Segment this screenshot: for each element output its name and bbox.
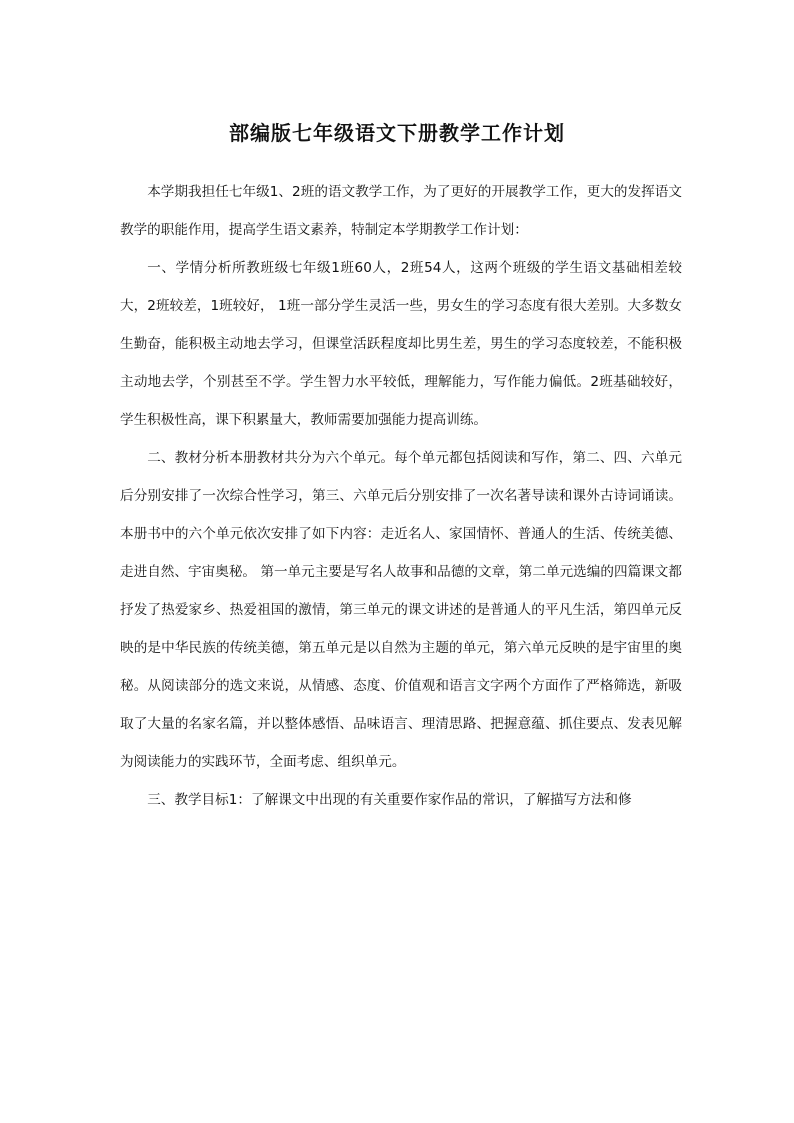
paragraph-textbook-analysis: 二、教材分析本册教材共分为六个单元。每个单元都包括阅读和写作，第二、四、六单元后分别安排了一次综合性学习，第三、六单元后分别安排了一次名著导读和课外古诗词诵读。本册书中的六个单元依次安排了如下内容：走近名人、家国情怀、普通人的生活、传统美德、走进自然、宇宙奥秘。 第一单元主要是写名人故事和品德的文章，第二单元选编的四篇课文都抒发了热爱家乡、热爱祖国的激情，第三单元的课文讲述的是普通人的平凡生活，第四单元反映的是中华民族的传统美德，第五单元是以自然为主题的单元，第六单元反映的是宇宙里的奥秘。从阅读部分的选文来说，从情感、态度、价值观和语言文字两个方面作了严格筛选，新吸取了大量的名家名篇，并以整体感悟、品味语言、理清思路、把握意蕴、抓住要点、发表见解为阅读能力的实践环节，全面考虑、组织单元。 bbox=[120, 450, 682, 770]
document-title: 部编版七年级语文下册教学工作计划 bbox=[229, 121, 565, 145]
document-body bbox=[120, 173, 682, 819]
paragraph-teaching-goals: 三、教学目标1：了解课文中出现的有关重要作家作品的常识，了解描写方法和修 bbox=[147, 792, 632, 808]
paragraph-student-analysis: 一、学情分析所教班级七年级1班60人，2班54人，这两个班级的学生语文基础相差较大，2班较差，1班较好， 1班一部分学生灵活一些，男女生的学习态度有很大差别。大多数女生勤奋，能积极主动地去学习，但课堂活跃程度却比男生差，男生的学习态度较差，不能积极主动地去学，个别甚至不学。学生智力水平较低，理解能力，写作能力偏低。2班基础较好，学生积极性高，课下积累量大，教师需要加强能力提高训练。 bbox=[120, 260, 682, 428]
paragraph-intro: 本学期我担任七年级1、2班的语文教学工作，为了更好的开展教学工作，更大的发挥语文教学的职能作用，提高学生语文素养，特制定本学期教学工作计划： bbox=[120, 184, 682, 238]
